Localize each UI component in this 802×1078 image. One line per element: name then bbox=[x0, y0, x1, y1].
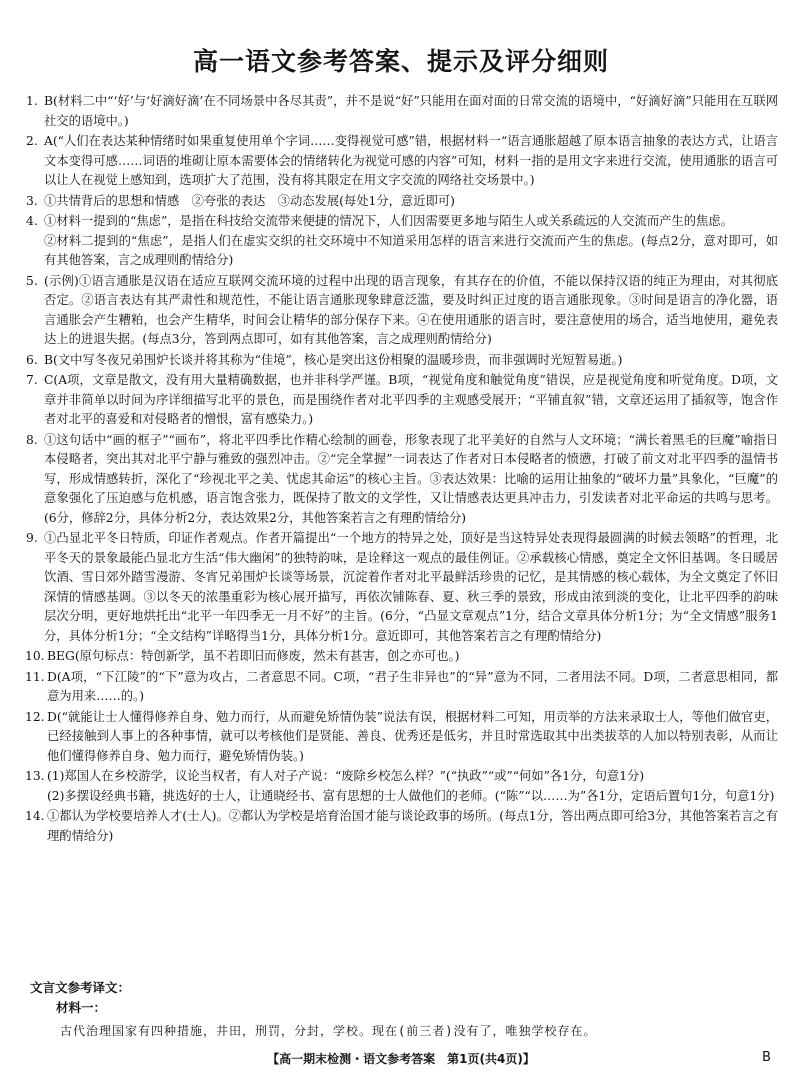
answer-number: 14. bbox=[25, 809, 45, 823]
answer-text: (示例)①语言通胀是汉语在适应互联网交流环境的过程中出现的语言现象，有其存在的价值，不能以保持汉语的纯正为理由，对其彻底否定。②语言表达有其严肃性和规范性，不能让语言通胀现象肆意泛滥，要及时纠正过度的语言通胀现象。③时间是语言的净化器，语言通胀会产生糟粕，也会产生精华，时间会让精华的部分保存下来。④在使用通胀的语言时，要注意使用的场合，适当地使用，避免表达上的进退失据。(每点3分，答到两点即可，如有其他答案，言之成理则酌情给分) bbox=[44, 273, 778, 346]
answer-number: 11. bbox=[25, 669, 45, 684]
answer-text: (2)多摆设经典书籍，挑选好的士人，让通晓经书、富有思想的士人做他们的老师。(“陈”“以……为”各1分，定语后置句1分，句意1分) bbox=[47, 788, 775, 803]
answer-text: B(材料二中“‘好’与‘好滴好滴’在不同场景中各尽其责”，并不是说“好”只能用在面对面的日常交流的语境中，“好滴好滴”只能用在互联网社交的语境中。) bbox=[44, 94, 778, 128]
answer-text: ①共情背后的思想和情感 ②夸张的表达 ③动态发展(每处1分，意近即可) bbox=[44, 193, 455, 208]
answer-item bbox=[25, 708, 778, 767]
answer-text: ①这句话中“画的框子”“画布”，将北平四季比作精心绘制的画卷，形象表现了北平美好的自然与人文环境；“满长着黑毛的巨魔”喻指日本侵略者，突出其对北平宁静与雅致的强烈冲击。②“完全掌握”一词表达了作者对日本侵略者的愤懑，打破了前文对北平四季的温情书写，形成情感转折，深化了“珍视北平之美、忧虑其命运”的核心主旨。③表达效果：比喻的运用让抽象的“破坏力量”具象化，“巨魔”的意象强化了压迫感与危机感，语言饱含张力，既保持了散文的文学性，又让情感表达更具冲击力，引发读者对北平命运的共鸣与思考。(6分，修辞2分，具体分析2分，表达效果2分，其他答案若言之有理酌情给分) bbox=[44, 432, 778, 525]
answer-text: ①材料一提到的“焦虑”，是指在科技给交流带来便捷的情况下，人们因需要更多地与陌生人或关系疏远的人交流而产生的焦虑。 bbox=[44, 214, 733, 228]
answer-number: 4. bbox=[26, 214, 38, 228]
page-title: 高一语文参考答案、提示及评分细则 bbox=[192, 47, 609, 76]
answer-text: D(“就能让士人懂得修养自身、勉力而行，从而避免矫情伪装”说法有误，根据材料二可知，用贡举的方法来录取士人，等他们做官吏，已经接触到人事上的各种事情，就可以考核他们是贤能、善良、优秀还是低劣，并且时常选取其中出类拔萃的人加以特别表彰，从而让他们懂得修养自身、勉力而行，避免矫情伪装。) bbox=[47, 709, 778, 763]
answer-item bbox=[26, 431, 778, 529]
answer-item bbox=[25, 807, 778, 846]
answer-number: 1. bbox=[26, 94, 38, 108]
answer-text: C(A项，文章是散文，没有用大量精确数据，也并非科学严谨。B项，“视觉角度和触觉角度”错误，应是视觉角度和听觉角度。D项，文章并非简单以时间为序详细描写北平的景色，而是围绕作者对北平四季的主观感受展开；“平铺直叙”错，文章还运用了插叙等，饱含作者对北平的喜爱和对侵略者的憎恨，富有感染力。) bbox=[44, 373, 778, 426]
answer-item bbox=[26, 212, 778, 271]
answer-text: A(“人们在表达某种情绪时如果重复使用单个字词……变得视觉可感”错，根据材料一“语言通胀超越了原本语言抽象的表达方式，让语言文本变得可感……词语的堆砌让原本需要体会的情绪转化为视觉可感的内容”可知，材料一指的是用文字来进行交流，使用通胀的语言可以让人在视觉上感知到，选项扩大了范围，没有将其限定在用文字交流的网络社交场景中。) bbox=[44, 134, 778, 187]
section-heading: 文言文参考译文： bbox=[30, 980, 131, 995]
answer-number: 8. bbox=[26, 432, 38, 447]
material-heading: 材料一： bbox=[56, 1000, 107, 1015]
answer-text: (1)郑国人在乡校游学，议论当权者，有人对子产说：“废除乡校怎么样？”(“执政”“或”“何如”各1分，句意1分) bbox=[47, 769, 645, 783]
answer-item bbox=[25, 647, 778, 667]
answer-item bbox=[26, 529, 778, 646]
translation-text: 古代治理国家有四种措施，井田，刑罚，分封，学校。现在(前三者)没有了，唯独学校存在。 bbox=[60, 1024, 597, 1038]
answer-number: 12. bbox=[25, 709, 45, 724]
answer-item bbox=[26, 272, 778, 350]
answer-number: 9. bbox=[26, 531, 38, 545]
answer-item bbox=[25, 668, 778, 707]
answer-number: 5. bbox=[26, 273, 38, 288]
answer-text: D(A项，“下江陵”的“下”意为攻占，二者意思不同。C项，“君子生非异也”的“异”意为不同，二者用法不同。D项，二者意思相同，都意为用来……的。) bbox=[47, 669, 778, 703]
answer-number: 13. bbox=[25, 769, 45, 783]
answer-item bbox=[26, 192, 778, 212]
answer-number: 6. bbox=[26, 352, 38, 367]
answer-item bbox=[26, 371, 778, 430]
version-label: B bbox=[762, 1050, 771, 1065]
answer-text: BEG(原句标点：特创新学，虽不若即旧而修废，然未有甚害，创之亦可也。) bbox=[47, 649, 460, 663]
answer-item bbox=[26, 92, 778, 131]
answer-number: 2. bbox=[26, 134, 38, 148]
answer-number: 3. bbox=[26, 193, 38, 208]
answer-item bbox=[26, 132, 778, 191]
answer-item bbox=[26, 351, 778, 371]
page-footer: 【高一期末检测・语文参考答案 第1页(共4页)】 bbox=[267, 1052, 535, 1066]
answer-text: ①凸显北平冬日特质，印证作者观点。作者开篇提出“一个地方的特异之处，顶好是当这特异处表现得最圆满的时候去领略”的哲理，北平冬天的景象最能凸显北方生活“伟大幽闲”的独特韵味，是诠释这一观点的最佳例证。②承载核心情感，奠定全文怀旧基调。冬日暖居饮酒、雪日郊外踏雪漫游、冬宵兄弟围炉长谈等场景，沉淀着作者对北平最鲜活珍贵的记忆，是其情感的核心载体，为全文奠定了怀旧深情的情感基调。③以冬天的浓墨重彩为核心展开描写，再依次铺陈春、夏、秋三季的景致，形成由浓到淡的变化，让北平四季的韵味层次分明，更好地烘托出“北平一年四季无一月不好”的主旨。(6分，“凸显文章观点”1分，结合文章具体分析1分；为“全文情感”服务1分，具体分析1分；“全文结构”详略得当1分，具体分析1分。意近即可，其他答案若言之有理酌情给分) bbox=[44, 531, 778, 643]
answer-number: 10. bbox=[25, 649, 45, 663]
answer-text: ①都认为学校要培养人才(士人)。②都认为学校是培育治国才能与谈论政事的场所。(每点1分，答出两点即可给3分，其他答案若言之有理酌情给分) bbox=[47, 809, 778, 843]
answer-text: B(文中写冬夜兄弟围炉长谈并将其称为“佳境”，核心是突出这份相聚的温暖珍贵，而非强调时光短暂易逝。) bbox=[44, 352, 623, 367]
answer-list bbox=[25, 92, 778, 847]
answer-item bbox=[25, 767, 778, 806]
answer-text: ②材料二提到的“焦虑”，是指人们在虚实交织的社交环境中不知道采用怎样的语言来进行交流而产生的焦虑。(每点2分，意对即可，如有其他答案，言之成理则酌情给分) bbox=[44, 233, 778, 267]
answer-number: 7. bbox=[26, 373, 38, 387]
